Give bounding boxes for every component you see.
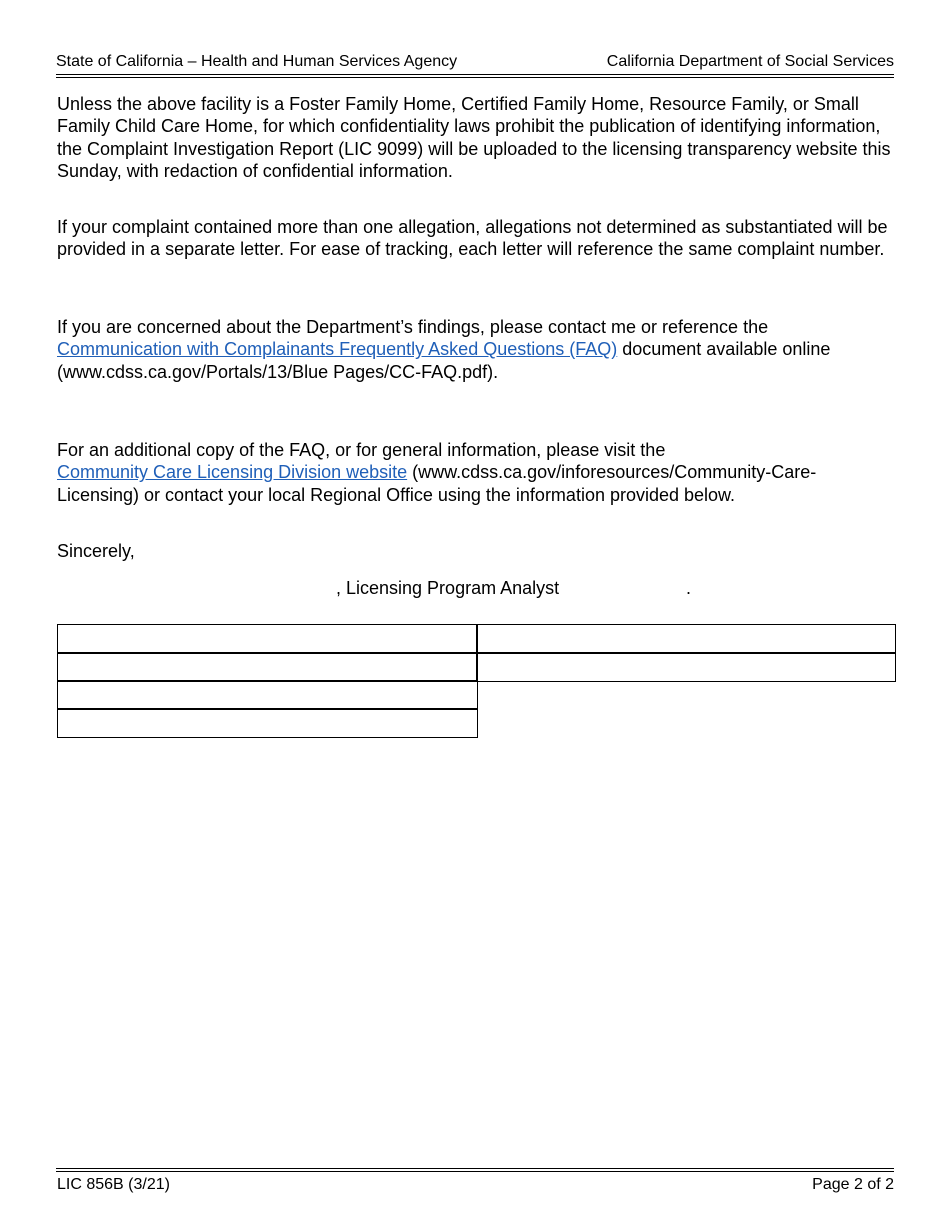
- contact-cell: [57, 708, 478, 738]
- findings-paragraph: [57, 316, 895, 383]
- faq-url-text: document available online (www.cdss.ca.gov/Portals/13/Blue Pages/CC-FAQ.pdf).: [57, 339, 831, 382]
- transparency-paragraph: Unless the above facility is a Foster Family Home, Certified Family Home, Resource Family, or Small Family Child Care Home, for which confidentiality laws prohibit the publication of identifying information, the Complaint Investigation Report (LIC 9099) will be uploaded to the licensing transparency website this Sunday, with redaction of confidential information.: [57, 94, 891, 182]
- contact-cell: [57, 624, 478, 654]
- contact-cell: [476, 652, 896, 682]
- signature-title: , Licensing Program Analyst: [336, 578, 560, 598]
- footer-divider: [56, 1168, 894, 1172]
- signature-end: .: [686, 578, 692, 598]
- faq-link[interactable]: Communication with Complainants Frequently Asked Questions (FAQ): [57, 339, 618, 360]
- contact-cell: [57, 680, 478, 710]
- general-info-text: For an additional copy of the FAQ, or for general information, please visit the: [57, 440, 666, 460]
- closing: Sincerely,: [57, 541, 135, 561]
- agency-name: State of California – Health and Human Services Agency: [56, 53, 458, 70]
- department-name: California Department of Social Services: [606, 53, 894, 70]
- contact-cell: [476, 624, 896, 654]
- form-id: LIC 856B (3/21): [57, 1176, 170, 1193]
- header-divider: [56, 74, 894, 78]
- page-number: Page 2 of 2: [812, 1176, 894, 1193]
- general-info-paragraph: [57, 439, 895, 506]
- allegations-paragraph: If your complaint contained more than one allegation, allegations not determined as substantiated will be provided in a separate letter. For ease of tracking, each letter will reference the same complaint number.: [57, 217, 888, 260]
- page-header: [56, 50, 894, 82]
- ccld-url-text: (www.cdss.ca.gov/inforesources/Community-Care-Licensing) or contact your local Regional Office using the information provided below.: [57, 462, 817, 505]
- page-footer: [56, 1166, 894, 1206]
- ccld-website-link[interactable]: Community Care Licensing Division website: [57, 462, 408, 483]
- contact-cell: [57, 652, 478, 682]
- findings-text: If you are concerned about the Department’s findings, please contact me or reference the: [57, 317, 769, 337]
